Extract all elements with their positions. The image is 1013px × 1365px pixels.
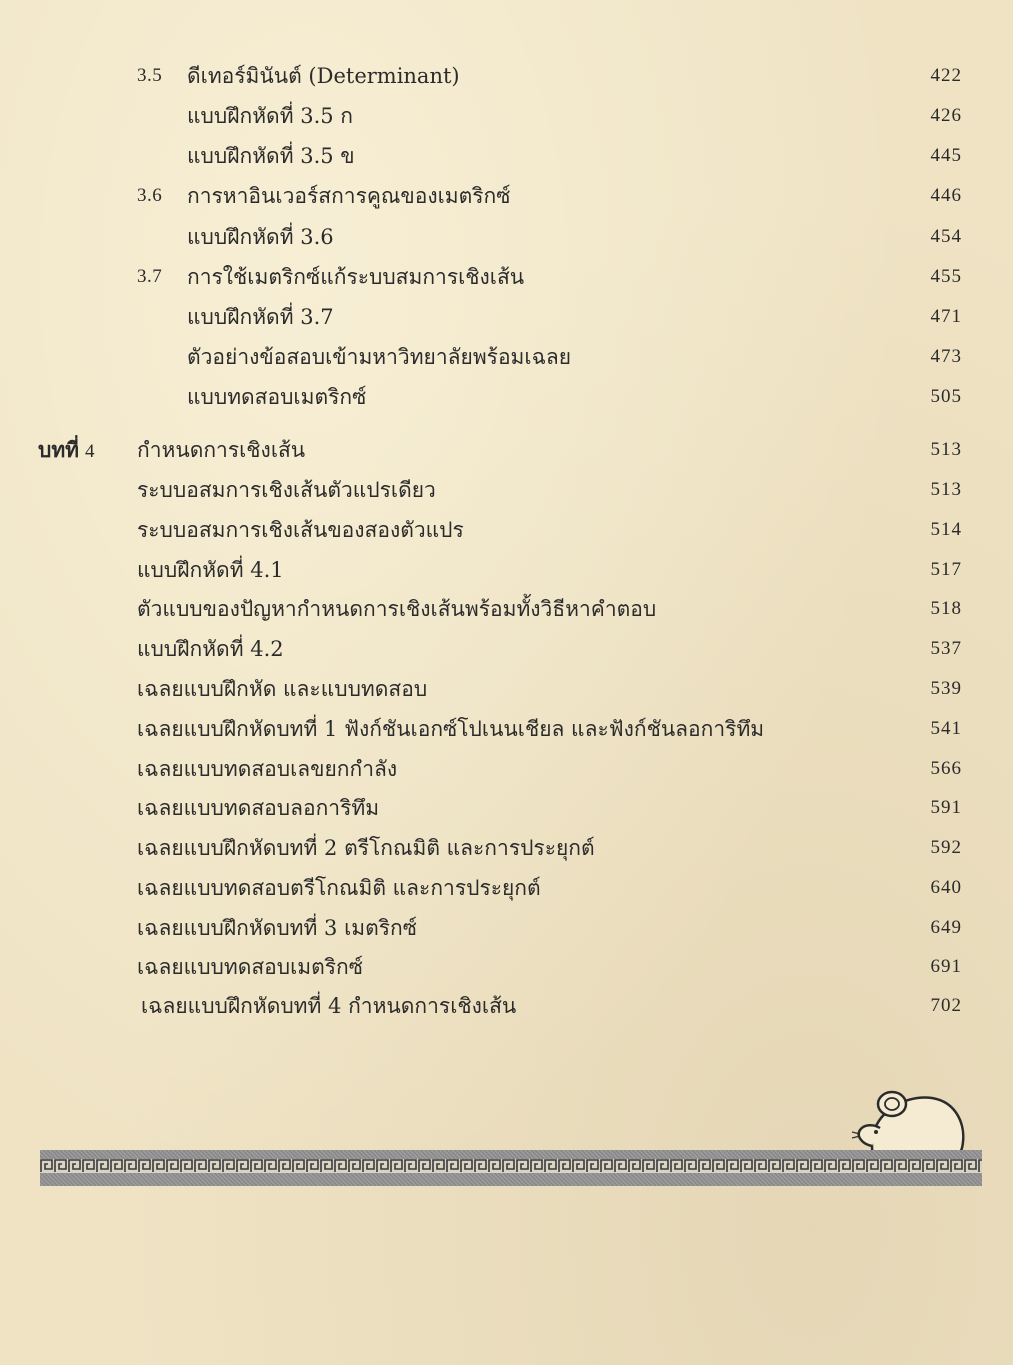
greek-key-border — [40, 1150, 982, 1186]
toc-entry — [137, 792, 962, 824]
toc-entry — [137, 514, 962, 546]
page-number: 513 — [930, 479, 962, 500]
page-number: 455 — [930, 266, 962, 287]
chapter-heading — [38, 434, 962, 466]
page-number: 473 — [930, 346, 962, 367]
entry-title: การหาอินเวอร์สการคูณของเมตริกซ์ — [187, 184, 511, 208]
toc-entry — [137, 140, 962, 172]
page-number: 566 — [930, 758, 962, 779]
section-number: 3.5 — [137, 65, 163, 86]
page-number: 514 — [930, 519, 962, 540]
toc-entry — [137, 673, 962, 705]
chapter-label — [38, 434, 95, 468]
page-number: 649 — [930, 917, 962, 938]
entry-title: เฉลยแบบทดสอบลอการิทึม — [137, 796, 380, 820]
entry-title: เฉลยแบบฝึกหัดบทที่ 1 ฟังก์ชันเอกซ์โปเนนเชียล และฟังก์ชันลอการิทึม — [137, 717, 765, 741]
toc-entry — [137, 593, 962, 625]
page-number: 422 — [930, 65, 962, 86]
page-number: 691 — [930, 956, 962, 977]
toc-entry — [137, 912, 962, 944]
toc-entry — [137, 301, 962, 333]
toc-entry — [137, 951, 962, 983]
toc-entry — [137, 100, 962, 132]
chapter-title: กำหนดการเชิงเส้น — [137, 438, 306, 462]
chapter-number: 4 — [85, 441, 95, 462]
toc-entry — [137, 221, 962, 253]
entry-title: เฉลยแบบทดสอบเลขยกกำลัง — [137, 757, 398, 781]
toc-entry — [137, 381, 962, 413]
toc-entry — [137, 633, 962, 665]
chapter-prefix: บทที่ — [38, 437, 80, 462]
entry-title: ตัวแบบของปัญหากำหนดการเชิงเส้นพร้อมทั้งวิธีหาคำตอบ — [137, 597, 657, 621]
entry-title: เฉลยแบบทดสอบเมตริกซ์ — [137, 955, 363, 979]
entry-title: แบบฝึกหัดที่ 3.5 ข — [187, 144, 355, 168]
page-number: 640 — [930, 877, 962, 898]
toc-entry — [137, 261, 962, 293]
entry-title: ตัวอย่างข้อสอบเข้ามหาวิทยาลัยพร้อมเฉลย — [187, 345, 572, 369]
page-number: 537 — [930, 638, 962, 659]
toc-entry — [137, 990, 962, 1022]
section-number: 3.7 — [137, 266, 163, 287]
entry-title: แบบฝึกหัดที่ 4.1 — [137, 558, 284, 582]
section-number: 3.6 — [137, 185, 163, 206]
page-number: 446 — [930, 185, 962, 206]
page-number: 539 — [930, 678, 962, 699]
entry-title: การใช้เมตริกซ์แก้ระบบสมการเชิงเส้น — [187, 265, 525, 289]
page-number: 505 — [930, 386, 962, 407]
entry-title: แบบฝึกหัดที่ 3.7 — [187, 305, 334, 329]
page-number: 592 — [930, 837, 962, 858]
toc-entry — [137, 341, 962, 373]
page-number: 426 — [930, 105, 962, 126]
toc-entry — [137, 60, 962, 92]
page-number: 445 — [930, 145, 962, 166]
entry-title: ระบบอสมการเชิงเส้นตัวแปรเดียว — [137, 478, 436, 502]
page-number: 591 — [930, 797, 962, 818]
entry-title: เฉลยแบบฝึกหัดบทที่ 4 กำหนดการเชิงเส้น — [141, 994, 517, 1018]
entry-title: แบบฝึกหัดที่ 4.2 — [137, 637, 284, 661]
toc-entry — [137, 180, 962, 212]
page-number: 471 — [930, 306, 962, 327]
toc-entry — [137, 474, 962, 506]
entry-title: ระบบอสมการเชิงเส้นของสองตัวแปร — [137, 518, 464, 542]
entry-title: เฉลยแบบทดสอบตรีโกณมิติ และการประยุกต์ — [137, 876, 541, 900]
entry-title: แบบฝึกหัดที่ 3.6 — [187, 225, 334, 249]
toc-entry — [137, 753, 962, 785]
page-number: 541 — [930, 718, 962, 739]
page-number: 518 — [930, 598, 962, 619]
toc-entry — [137, 832, 962, 864]
entry-title: แบบทดสอบเมตริกซ์ — [187, 385, 367, 409]
entry-title: ดีเทอร์มินันต์ (Determinant) — [187, 64, 460, 88]
entry-title: เฉลยแบบฝึกหัดบทที่ 2 ตรีโกณมิติ และการประยุกต์ — [137, 836, 595, 860]
page-number: 454 — [930, 226, 962, 247]
entry-title: เฉลยแบบฝึกหัดบทที่ 3 เมตริกซ์ — [137, 916, 417, 940]
toc-entry — [137, 554, 962, 586]
page-number: 702 — [930, 995, 962, 1016]
greek-key-pattern-icon — [40, 1159, 982, 1173]
page-number: 517 — [930, 559, 962, 580]
toc-entry — [137, 713, 962, 745]
page-number: 513 — [930, 439, 962, 460]
entry-title: แบบฝึกหัดที่ 3.5 ก — [187, 104, 354, 128]
toc-entry — [137, 872, 962, 904]
entry-title: เฉลยแบบฝึกหัด และแบบทดสอบ — [137, 677, 428, 701]
